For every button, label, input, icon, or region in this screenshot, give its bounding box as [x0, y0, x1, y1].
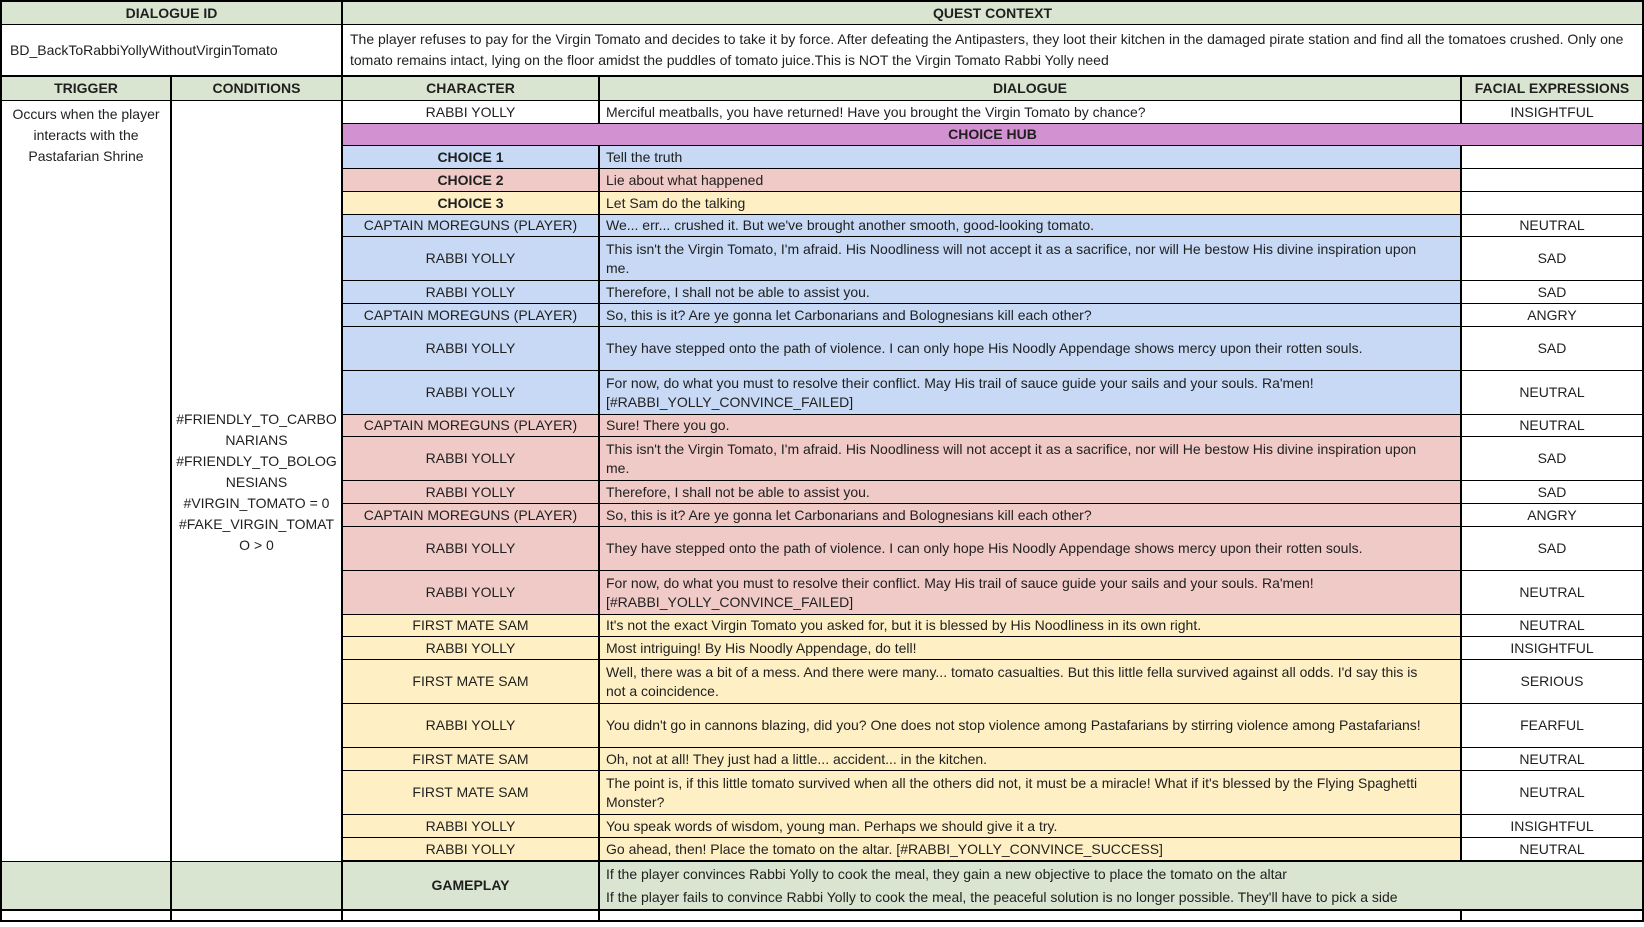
dialogue-cell[interactable]: Go ahead, then! Place the tomato on the altar. [#RABBI_YOLLY_CONVINCE_SUCCESS]	[600, 838, 1462, 861]
trigger-text: Occurs when the player interacts with the Pastafarian Shrine	[12, 106, 160, 164]
empty-grid-strip	[2, 911, 1642, 920]
dialogue-cell[interactable]: They have stepped onto the path of violence. I can only hope His Noodly Appendage shows mercy upon their rotten souls.	[600, 527, 1462, 571]
character-cell[interactable]: RABBI YOLLY	[343, 437, 600, 481]
facial-expression-cell[interactable]: NEUTRAL	[1462, 838, 1642, 861]
character-cell[interactable]: CHOICE 3	[343, 192, 600, 215]
dialogue-row	[343, 815, 1642, 838]
facial-expression-cell[interactable]: NEUTRAL	[1462, 748, 1642, 771]
dialogue-cell[interactable]: So, this is it? Are ye gonna let Carbonarians and Bolognesians kill each other?	[600, 304, 1462, 327]
facial-expression-cell[interactable]: NEUTRAL	[1462, 771, 1642, 815]
facial-expression-cell[interactable]: INSIGHTFUL	[1462, 637, 1642, 660]
character-cell[interactable]: RABBI YOLLY	[343, 527, 600, 571]
character-cell[interactable]: CAPTAIN MOREGUNS (PLAYER)	[343, 504, 600, 527]
dialogue-row	[343, 437, 1642, 481]
character-cell[interactable]: CHOICE 1	[343, 146, 600, 169]
dialogue-cell[interactable]: This isn't the Virgin Tomato, I'm afraid. His Noodliness will not accept it as a sacrifice, nor will He bestow His divine inspiration upon me.	[600, 237, 1462, 281]
dialogue-cell[interactable]: Tell the truth	[600, 146, 1462, 169]
trigger-cell[interactable]	[2, 101, 172, 861]
dialogue-row	[343, 481, 1642, 504]
dialogue-cell[interactable]: Well, there was a bit of a mess. And there were many... tomato casualties. But this little fella survived against all odds. I'd say this is not a coincidence.	[600, 660, 1462, 704]
facial-expression-cell[interactable]: NEUTRAL	[1462, 571, 1642, 615]
trigger-column-header[interactable]: TRIGGER	[2, 77, 172, 101]
gameplay-label-cell[interactable]: GAMEPLAY	[343, 862, 600, 911]
dialogue-cell[interactable]: We... err... crushed it. But we've brought another smooth, good-looking tomato.	[600, 214, 1462, 237]
top-header-row	[2, 2, 1642, 25]
character-cell[interactable]: RABBI YOLLY	[343, 637, 600, 660]
dialogue-row	[343, 327, 1642, 371]
dialogue-cell[interactable]: Let Sam do the talking	[600, 192, 1462, 215]
facial-expression-cell[interactable]	[1462, 192, 1642, 215]
dialogue-row	[343, 101, 1642, 124]
character-cell[interactable]: FIRST MATE SAM	[343, 748, 600, 771]
condition-flag: #FAKE_VIRGIN_TOMATO > 0	[178, 516, 335, 553]
facial-expression-cell[interactable]: ANGRY	[1462, 504, 1642, 527]
condition-flag: #FRIENDLY_TO_CARBONARIANS	[176, 411, 337, 448]
character-cell[interactable]: RABBI YOLLY	[343, 327, 600, 371]
dialogue-row	[343, 748, 1642, 771]
dialogue-cell[interactable]: Therefore, I shall not be able to assist you.	[600, 481, 1462, 504]
condition-flag: #VIRGIN_TOMATO = 0	[183, 495, 330, 511]
quest-context-header[interactable]: QUEST CONTEXT	[343, 2, 1642, 25]
dialogue-row	[343, 214, 1642, 237]
facial-expression-cell[interactable]: INSIGHTFUL	[1462, 815, 1642, 838]
gameplay-line-2: If the player fails to convince Rabbi Yolly to cook the meal, the peaceful solution is no longer possible. They'll have to pick a side	[606, 888, 1398, 905]
character-cell[interactable]: CHOICE 2	[343, 169, 600, 192]
dialogue-cell[interactable]: So, this is it? Are ye gonna let Carbonarians and Bolognesians kill each other?	[600, 504, 1462, 527]
gameplay-notes-text	[606, 863, 1398, 909]
character-cell[interactable]: RABBI YOLLY	[343, 704, 600, 748]
character-cell[interactable]: CAPTAIN MOREGUNS (PLAYER)	[343, 304, 600, 327]
facial-expression-cell[interactable]	[1462, 146, 1642, 169]
character-cell[interactable]: FIRST MATE SAM	[343, 660, 600, 704]
dialogue-row	[343, 237, 1642, 281]
dialogue-column-header[interactable]: DIALOGUE	[600, 77, 1462, 101]
dialogue-row	[343, 371, 1642, 415]
dialogue-id-header[interactable]: DIALOGUE ID	[2, 2, 343, 25]
dialogue-row	[343, 704, 1642, 748]
dialogue-row	[343, 414, 1642, 437]
dialogue-rows	[343, 101, 1642, 861]
gameplay-line-1: If the player convinces Rabbi Yolly to cook the meal, they gain a new objective to place the tomato on the altar	[606, 865, 1287, 882]
dialogue-cell[interactable]: Therefore, I shall not be able to assist you.	[600, 281, 1462, 304]
dialogue-row	[343, 571, 1642, 615]
character-cell[interactable]: RABBI YOLLY	[343, 101, 600, 124]
dialogue-row	[343, 637, 1642, 660]
dialogue-id-cell[interactable]: BD_BackToRabbiYollyWithoutVirginTomato	[2, 25, 343, 77]
dialogue-cell[interactable]: For now, do what you must to resolve their conflict. May His trail of sauce guide your sails and your souls. Ra'men! [#RABBI_YOLLY_CONVINCE_FAILED]	[600, 571, 1462, 615]
character-cell[interactable]: RABBI YOLLY	[343, 371, 600, 415]
gameplay-conditions-cell[interactable]	[172, 862, 343, 911]
character-cell[interactable]: RABBI YOLLY	[343, 481, 600, 504]
gameplay-row	[2, 861, 1642, 911]
facial-expression-cell[interactable]: SAD	[1462, 481, 1642, 504]
dialogue-cell[interactable]: It's not the exact Virgin Tomato you asked for, but it is blessed by His Noodliness in its own right.	[600, 614, 1462, 637]
character-cell[interactable]: RABBI YOLLY	[343, 281, 600, 304]
empty-cell	[172, 911, 343, 920]
facial-expression-cell[interactable]: SAD	[1462, 237, 1642, 281]
id-context-row	[2, 25, 1642, 77]
facial-expression-cell[interactable]: FEARFUL	[1462, 704, 1642, 748]
facial-expression-cell[interactable]: SAD	[1462, 327, 1642, 371]
empty-cell	[343, 911, 600, 920]
facial-expression-cell[interactable]: SERIOUS	[1462, 660, 1642, 704]
character-cell[interactable]: RABBI YOLLY	[343, 815, 600, 838]
conditions-column-header[interactable]: CONDITIONS	[172, 77, 343, 101]
empty-cell	[1462, 911, 1642, 920]
character-cell[interactable]: RABBI YOLLY	[343, 571, 600, 615]
character-cell[interactable]: RABBI YOLLY	[343, 838, 600, 861]
character-cell[interactable]: CAPTAIN MOREGUNS (PLAYER)	[343, 214, 600, 237]
character-cell[interactable]: CAPTAIN MOREGUNS (PLAYER)	[343, 414, 600, 437]
choice-row	[343, 192, 1642, 215]
character-cell[interactable]: FIRST MATE SAM	[343, 614, 600, 637]
dialogue-row	[343, 838, 1642, 861]
quest-context-cell[interactable]	[343, 25, 1642, 77]
choice-row	[343, 146, 1642, 169]
facial-expressions-column-header[interactable]: FACIAL EXPRESSIONS	[1462, 77, 1642, 101]
dialogue-row	[343, 304, 1642, 327]
quest-context-text: The player refuses to pay for the Virgin Tomato and decides to take it by force. After defeating the Antipasters, they loot their kitchen in the damaged pirate station and find all the tomatoes crushed. Only one tomato remains intact, lying on the floor amidst the puddles of tomato juice.This is NOT the Virgin Tomato Rabbi Yolly need	[350, 31, 1624, 68]
facial-expression-cell[interactable]: NEUTRAL	[1462, 214, 1642, 237]
facial-expression-cell[interactable]: SAD	[1462, 527, 1642, 571]
facial-expression-cell[interactable]: ANGRY	[1462, 304, 1642, 327]
choice-hub-cell[interactable]: CHOICE HUB	[343, 124, 1642, 146]
dialogue-row	[343, 527, 1642, 571]
dialogue-cell[interactable]: Merciful meatballs, you have returned! Have you brought the Virgin Tomato by chance?	[600, 101, 1462, 124]
dialogue-cell[interactable]: This isn't the Virgin Tomato, I'm afraid. His Noodliness will not accept it as a sacrifice, nor will He bestow His divine inspiration upon me.	[600, 437, 1462, 481]
empty-cell	[600, 911, 1462, 920]
facial-expression-cell[interactable]: INSIGHTFUL	[1462, 101, 1642, 124]
dialogue-cell[interactable]: Most intriguing! By His Noodly Appendage, do tell!	[600, 637, 1462, 660]
dialogue-cell[interactable]: For now, do what you must to resolve their conflict. May His trail of sauce guide your sails and your souls. Ra'men! [#RABBI_YOLLY_CONVINCE_FAILED]	[600, 371, 1462, 415]
character-column-header[interactable]: CHARACTER	[343, 77, 600, 101]
dialogue-cell[interactable]: Sure! There you go.	[600, 414, 1462, 437]
dialogue-cell[interactable]: You speak words of wisdom, young man. Perhaps we should give it a try.	[600, 815, 1462, 838]
facial-expression-cell[interactable]: NEUTRAL	[1462, 371, 1642, 415]
condition-flag: #FRIENDLY_TO_BOLOGNESIANS	[176, 453, 337, 490]
dialogue-cell[interactable]: You didn't go in cannons blazing, did you? One does not stop violence among Pastafarians by stirring violence among Pastafarians!	[600, 704, 1462, 748]
empty-cell	[2, 911, 172, 920]
choice-hub-row	[343, 124, 1642, 146]
facial-expression-cell[interactable]: SAD	[1462, 437, 1642, 481]
dialogue-cell[interactable]: Oh, not at all! They just had a little... accident... in the kitchen.	[600, 748, 1462, 771]
dialogue-cell[interactable]: The point is, if this little tomato survived when all the others did not, it must be a miracle! What if it's blessed by the Flying Spaghetti Monster?	[600, 771, 1462, 815]
facial-expression-cell[interactable]: SAD	[1462, 281, 1642, 304]
character-cell[interactable]: RABBI YOLLY	[343, 237, 600, 281]
dialogue-table-body	[2, 101, 1642, 861]
dialogue-cell[interactable]: Lie about what happened	[600, 169, 1462, 192]
character-cell[interactable]: FIRST MATE SAM	[343, 771, 600, 815]
gameplay-notes-cell[interactable]	[600, 862, 1642, 911]
dialogue-row	[343, 504, 1642, 527]
conditions-cell[interactable]	[172, 101, 343, 861]
facial-expression-cell[interactable]	[1462, 169, 1642, 192]
dialogue-row	[343, 771, 1642, 815]
dialogue-cell[interactable]: They have stepped onto the path of violence. I can only hope His Noodly Appendage shows mercy upon their rotten souls.	[600, 327, 1462, 371]
gameplay-trigger-cell[interactable]	[2, 862, 172, 911]
dialogue-row	[343, 660, 1642, 704]
choice-row	[343, 169, 1642, 192]
dialogue-row	[343, 614, 1642, 637]
facial-expression-cell[interactable]: NEUTRAL	[1462, 414, 1642, 437]
facial-expression-cell[interactable]: NEUTRAL	[1462, 614, 1642, 637]
column-header-row	[2, 77, 1642, 101]
dialogue-row	[343, 281, 1642, 304]
